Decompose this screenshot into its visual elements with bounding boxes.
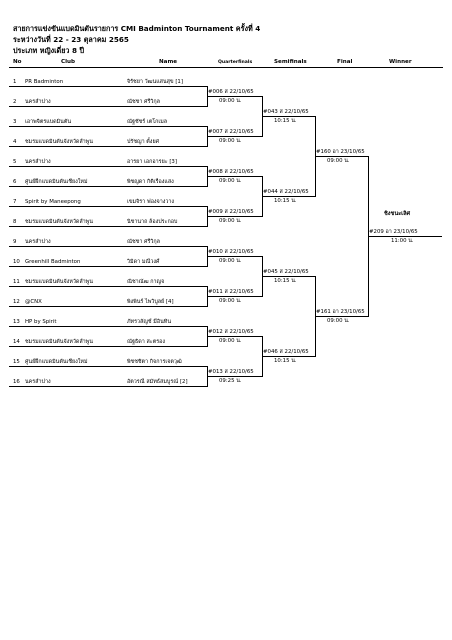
col-header-name: Name [159, 59, 178, 65]
player-number: 9 [13, 239, 17, 245]
player-name: พิชชชิตา กิจการเจตวุฒิ [127, 359, 182, 365]
player-name: พิชญดา กิติเรืองแสง [127, 179, 174, 185]
col-header-semifinals: Semifinals [274, 59, 307, 65]
col-header-club: Club [61, 59, 76, 65]
player-row-line [9, 206, 207, 207]
tournament-title: สายการแข่งขันแบดมินตันรายการ CMI Badminton Tournament ครั้งที่ 4 [13, 24, 261, 33]
quarterfinal-match-code: #012 ส 22/10/65 [208, 329, 254, 335]
player-row-line [9, 166, 207, 167]
quarterfinals-line [207, 376, 262, 377]
player-name: อัตวรณี สมัทธ์สมบูรณ์ [2] [127, 379, 188, 385]
quarterfinals-line [207, 296, 262, 297]
quarterfinal-match-code: #008 ส 22/10/65 [208, 169, 254, 175]
semifinal-match-code: #045 ส 22/10/65 [263, 269, 309, 275]
tournament-category: ประเภท หญิงเดี่ยว 8 ปี [13, 46, 85, 55]
semifinal-match-time: 10:15 น. [274, 198, 297, 204]
header-rule [9, 67, 443, 68]
semifinal-match-time: 10:15 น. [274, 358, 297, 364]
player-number: 15 [13, 359, 20, 365]
quarterfinals-line [207, 336, 262, 337]
player-number: 16 [13, 379, 20, 385]
semifinal-match-time: 10:15 น. [274, 278, 297, 284]
player-name: ณัชชา ศรีวิกุล [127, 239, 160, 245]
quarterfinal-match-code: #007 ส 22/10/65 [208, 129, 254, 135]
quarterfinal-match-time: 09:00 น. [219, 258, 242, 264]
col-header-winner: Winner [389, 59, 412, 65]
final-match-time: 09:00 น. [327, 318, 350, 324]
player-number: 11 [13, 279, 20, 285]
player-name: ณัชชา ศรีวิกุล [127, 99, 160, 105]
winner-line [368, 236, 442, 237]
player-number: 13 [13, 319, 20, 325]
player-row-line [9, 266, 207, 267]
col-header-quarterfinals: Quarterfinals [218, 60, 253, 65]
player-club: นครลำปาง [25, 99, 51, 105]
player-row-line [9, 126, 207, 127]
player-row-line [9, 186, 207, 187]
player-club: ศูนย์ฝึกแบดมินตันเชียงใหม่ [25, 359, 88, 365]
player-club: PR Badminton [25, 79, 64, 85]
player-name: วิมิดา มณีวงศ์ [127, 259, 160, 265]
player-row-line [9, 106, 207, 107]
player-row-line [9, 226, 207, 227]
quarterfinal-match-time: 09:00 น. [219, 338, 242, 344]
tournament-dates: ระหว่างวันที่ 22 - 23 ตุลาคม 2565 [13, 35, 129, 44]
player-club: นครลำปาง [25, 379, 51, 385]
player-number: 3 [13, 119, 17, 125]
quarterfinal-match-code: #006 ส 22/10/65 [208, 89, 254, 95]
player-number: 2 [13, 99, 17, 105]
winner-match-code: #209 อา 23/10/65 [369, 229, 418, 235]
player-number: 7 [13, 199, 17, 205]
player-number: 10 [13, 259, 20, 265]
finals-line [315, 316, 368, 317]
col-header-final: Final [337, 59, 353, 65]
player-name: ภัทรวลัญช์ มีอินทิน [127, 319, 172, 325]
semifinal-match-code: #044 ส 22/10/65 [263, 189, 309, 195]
quarterfinals-line [207, 136, 262, 137]
player-row-line [9, 246, 207, 247]
player-name: พิงพินร์ ไพวิบูลย์ [4] [127, 299, 174, 305]
player-club: Greenhill Badminton [25, 259, 81, 265]
player-row-line [9, 286, 207, 287]
quarterfinal-match-time: 09:00 น. [219, 218, 242, 224]
player-row-line [9, 346, 207, 347]
quarterfinal-match-time: 09:25 น. [219, 378, 242, 384]
player-club: @CNX [25, 299, 42, 305]
player-row-line [9, 366, 207, 367]
player-club: นครลำปาง [25, 159, 51, 165]
semifinal-match-code: #043 ส 22/10/65 [263, 109, 309, 115]
player-number: 14 [13, 339, 20, 345]
player-name: ณัฐธิดา สะตรอง [127, 339, 165, 345]
player-number: 1 [13, 79, 17, 85]
player-row-line [9, 386, 207, 387]
player-club: นครลำปาง [25, 239, 51, 245]
player-name: นิชานาถ ล้องประกอบ [127, 219, 178, 225]
player-name: เขมจิรา ฟองจางวาง [127, 199, 175, 205]
player-club: ชมรมแบดมินตันจังหวัดลำพูน [25, 219, 93, 225]
player-name: ณัฐชัชร์ เตโกเมล [127, 119, 168, 125]
quarterfinal-match-time: 09:00 น. [219, 298, 242, 304]
player-name: ณิชาณัฒ กาญจ [127, 279, 165, 285]
semifinal-match-time: 10:15 น. [274, 118, 297, 124]
final-match-code: #160 อา 23/10/65 [316, 149, 365, 155]
semifinal-match-code: #046 ส 22/10/65 [263, 349, 309, 355]
player-number: 12 [13, 299, 20, 305]
player-number: 6 [13, 179, 17, 185]
player-club: เอาพจิตรแบดมินตัน [25, 119, 72, 125]
player-name: ปรัชญา ตั้งยศ [127, 139, 160, 145]
quarterfinal-match-time: 09:00 น. [219, 138, 242, 144]
finals-line [315, 156, 368, 157]
quarterfinals-line [207, 176, 262, 177]
quarterfinal-match-time: 09:00 น. [219, 178, 242, 184]
player-number: 8 [13, 219, 17, 225]
col-header-no: No [13, 59, 22, 65]
player-club: ชมรมแบดมินตันจังหวัดลำพูน [25, 139, 93, 145]
player-name: อารยา เอกอารยะ [3] [127, 159, 177, 165]
player-number: 4 [13, 139, 17, 145]
player-club: ชมรมแบดมินตันจังหวัดลำพูน [25, 279, 93, 285]
player-row-line [9, 86, 207, 87]
quarterfinal-match-code: #010 ส 22/10/65 [208, 249, 254, 255]
player-name: จิรัชยา วัฒนแสนสุข [1] [127, 79, 183, 85]
player-club: ศูนย์ฝึกแบดมินตันเชียงใหม่ [25, 179, 88, 185]
player-club: HP by Spirit [25, 319, 57, 325]
quarterfinals-line [207, 96, 262, 97]
quarterfinal-match-code: #013 ส 22/10/65 [208, 369, 254, 375]
quarterfinals-line [207, 216, 262, 217]
semifinals-line [262, 116, 315, 117]
player-row-line [9, 146, 207, 147]
championship-label: ชิงชนะเลิศ [384, 211, 411, 217]
player-row-line [9, 306, 207, 307]
semifinals-line [262, 276, 315, 277]
quarterfinal-match-time: 09:00 น. [219, 98, 242, 104]
final-match-time: 09:00 น. [327, 158, 350, 164]
final-match-code: #161 อา 23/10/65 [316, 309, 365, 315]
player-club: Spirit by Maneepong [25, 199, 81, 205]
semifinals-line [262, 356, 315, 357]
player-club: ชมรมแบดมินตันจังหวัดลำพูน [25, 339, 93, 345]
quarterfinal-match-code: #011 ส 22/10/65 [208, 289, 254, 295]
quarterfinal-match-code: #009 ส 22/10/65 [208, 209, 254, 215]
quarterfinals-line [207, 256, 262, 257]
player-number: 5 [13, 159, 17, 165]
semifinals-line [262, 196, 315, 197]
winner-match-time: 11:00 น. [391, 238, 414, 244]
player-row-line [9, 326, 207, 327]
